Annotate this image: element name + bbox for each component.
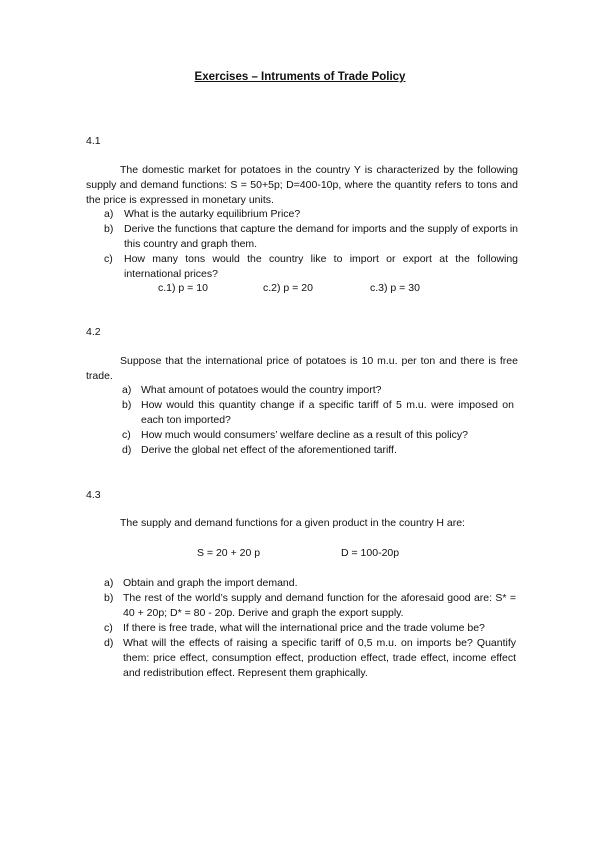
item-text: How much would consumers’ welfare decline as a result of this policy? bbox=[141, 429, 469, 441]
list-item bbox=[122, 428, 514, 443]
list-item bbox=[104, 576, 516, 591]
item-marker: a) bbox=[122, 384, 132, 396]
list-item bbox=[122, 383, 514, 398]
item-marker: c) bbox=[104, 622, 113, 634]
supply-function: S = 20 + 20 p bbox=[197, 547, 261, 559]
item-marker: c) bbox=[104, 253, 113, 265]
section-4-1-intro: The domestic market for potatoes in the country Y is characterized by the following supply and demand functions: S = 50+5p; D=400-10p, where the quantity refers to tons and the price is expressed in monetary units. bbox=[86, 164, 518, 206]
item-text: How would this quantity change if a specific tariff of 5 m.u. were imposed on each ton imported? bbox=[141, 399, 514, 426]
demand-function: D = 100-20p bbox=[341, 547, 400, 559]
list-item bbox=[104, 252, 518, 282]
section-4-3-intro: The supply and demand functions for a given product in the country H are: bbox=[120, 517, 465, 529]
item-text: The rest of the world’s supply and demand function for the aforesaid good are: S* = 40 + 20p; D* = 80 - 20p. Derive and graph the export supply. bbox=[123, 592, 516, 619]
item-text: What is the autarky equilibrium Price? bbox=[124, 208, 301, 220]
price-options bbox=[158, 281, 488, 296]
section-number-4-2: 4.2 bbox=[86, 326, 101, 338]
item-text: How many tons would the country like to import or export at the following international prices? bbox=[124, 253, 518, 280]
item-marker: a) bbox=[104, 577, 114, 589]
section-number-4-1: 4.1 bbox=[86, 135, 101, 147]
list-item bbox=[104, 207, 518, 222]
item-text: What will the effects of raising a specific tariff of 0,5 m.u. on imports be? Quantify them: price effect, consumption effect, production effect, trade effect, income effect and redistribution effect. Represent them graphically. bbox=[123, 637, 516, 679]
list-item bbox=[104, 222, 518, 252]
price-option-c2: c.2) p = 20 bbox=[263, 282, 313, 294]
section-4-2-intro: Suppose that the international price of potatoes is 10 m.u. per ton and there is free trade. bbox=[86, 355, 518, 382]
section-4-3-questions bbox=[104, 576, 516, 681]
item-marker: c) bbox=[122, 429, 131, 441]
item-text: Obtain and graph the import demand. bbox=[123, 577, 298, 589]
list-item bbox=[104, 591, 516, 621]
item-text: Derive the functions that capture the demand for imports and the supply of exports in this country and graph them. bbox=[124, 223, 518, 250]
list-item bbox=[104, 636, 516, 681]
item-marker: b) bbox=[104, 223, 114, 235]
price-option-c3: c.3) p = 30 bbox=[370, 282, 420, 294]
item-marker: b) bbox=[104, 592, 114, 604]
section-number-4-3: 4.3 bbox=[86, 489, 101, 501]
item-text: Derive the global net effect of the aforementioned tariff. bbox=[141, 444, 397, 456]
section-4-1-questions bbox=[104, 207, 518, 282]
item-marker: a) bbox=[104, 208, 114, 220]
item-marker: d) bbox=[122, 444, 132, 456]
price-option-c1: c.1) p = 10 bbox=[158, 282, 208, 294]
page-title: Exercises – Intruments of Trade Policy bbox=[194, 71, 406, 83]
item-text: What amount of potatoes would the country import? bbox=[141, 384, 382, 396]
section-4-2-questions bbox=[122, 383, 514, 458]
item-marker: d) bbox=[104, 637, 114, 649]
item-marker: b) bbox=[122, 399, 132, 411]
item-text: If there is free trade, what will the international price and the trade volume be? bbox=[123, 622, 485, 634]
list-item bbox=[122, 443, 514, 458]
list-item bbox=[104, 621, 516, 636]
list-item bbox=[122, 398, 514, 428]
